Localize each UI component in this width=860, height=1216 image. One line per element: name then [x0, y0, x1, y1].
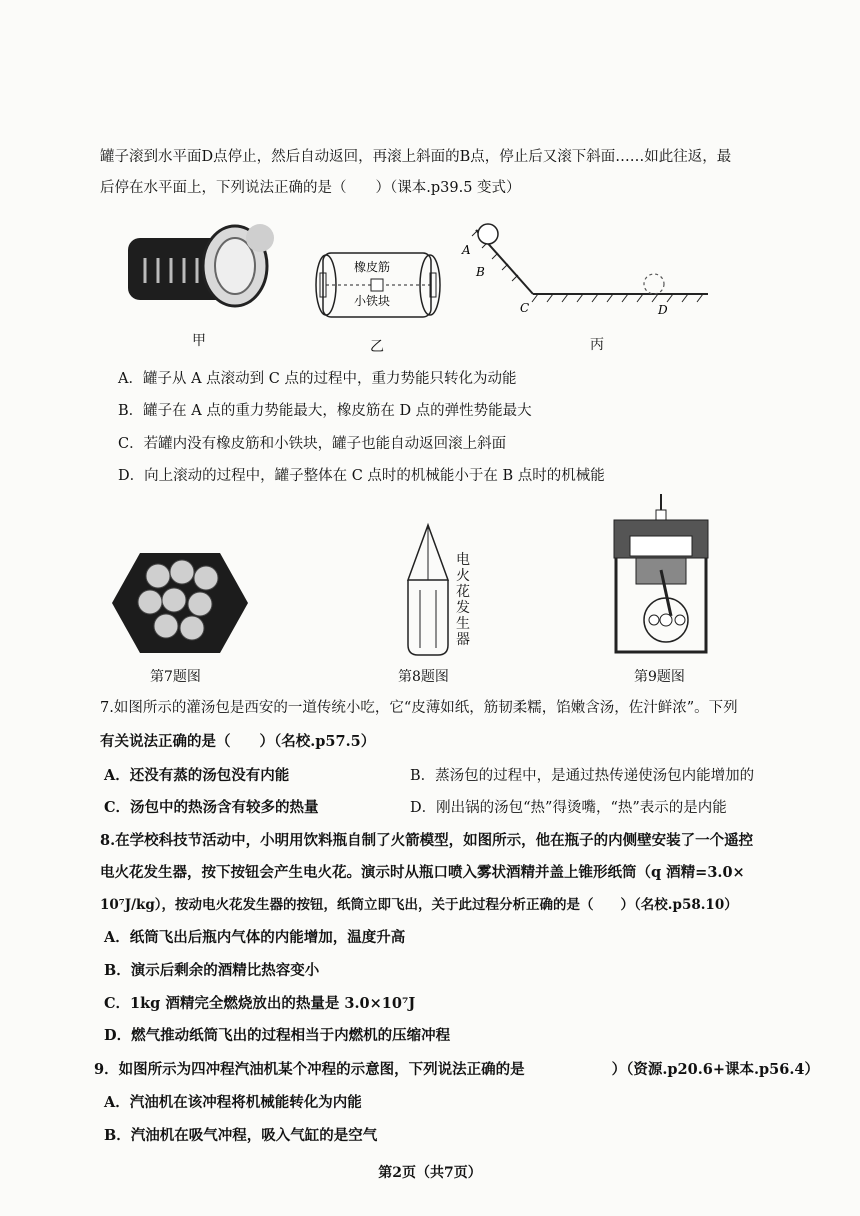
q6-option-c: C．若罐内没有橡皮筋和小铁块，罐子也能自动返回滚上斜面: [118, 436, 507, 452]
point-d-label: D: [658, 303, 668, 317]
q8-option-c: C．1kg 酒精完全燃烧放出的热量是 3.0×10⁷J: [104, 995, 416, 1012]
q7-figure-caption: 第7题图: [150, 669, 201, 685]
q9-stem: 9．如图所示为四冲程汽油机某个冲程的示意图，下列说法正确的是 ）（资源.p20.6+课本.p56.4）: [94, 1061, 819, 1078]
q7-option-b: B．蒸汤包的过程中，是通过热传递使汤包内能增加的: [410, 768, 755, 784]
q6-option-b: B．罐子在 A 点的重力势能最大，橡皮筋在 D 点的弹性势能最大: [118, 403, 532, 419]
point-c-label: C: [520, 301, 530, 315]
q9-option-b: B．汽油机在吸气冲程，吸入气缸的是空气: [104, 1127, 378, 1144]
q7-stem-line2: 有关说法正确的是（ ）（名校.p57.5）: [100, 733, 376, 750]
q9-option-a: A．汽油机在该冲程将机械能转化为内能: [104, 1094, 362, 1111]
q9-figure-caption: 第9题图: [634, 669, 685, 685]
q7-option-c: C．汤包中的热汤含有较多的热量: [104, 799, 319, 816]
q6-stem-line2: 后停在水平面上，下列说法正确的是（ ）（课本.p39.5 变式）: [100, 180, 521, 196]
fig-jia-caption: 甲: [192, 333, 206, 349]
soup-dumpling-photo: [110, 548, 250, 658]
point-a-label: A: [462, 243, 471, 257]
q8-stem-line3: 10⁷J/kg），按动电火花发生器的按钮，纸筒立即飞出，关于此过程分析正确的是（ ）（名校.p58.10）: [100, 897, 738, 913]
q8-option-a: A．纸筒飞出后瓶内气体的内能增加，温度升高: [104, 929, 406, 946]
point-b-label: B: [476, 265, 485, 279]
q7-stem-line1: 7.如图所示的灌汤包是西安的一道传统小吃，它“皮薄如纸，筋韧柔糯，馅嫩含汤，佐汁鲜浓”。下列: [100, 700, 738, 716]
q8-option-b: B．演示后剩余的酒精比热容变小: [104, 962, 320, 979]
spark-generator-label: 电火花发生器: [456, 552, 470, 648]
q6-stem-line1: 罐子滚到水平面D点停止，然后自动返回，再滚上斜面的B点，停止后又滚下斜面……如此往返，最: [100, 149, 732, 165]
q8-option-d: D．燃气推动纸筒飞出的过程相当于内燃机的压缩冲程: [104, 1027, 451, 1044]
q6-option-d: D．向上滚动的过程中，罐子整体在 C 点时的机械能小于在 B 点时的机械能: [118, 468, 605, 484]
fig-yi-caption: 乙: [370, 339, 384, 355]
page-footer: 第2页（共7页）: [378, 1165, 482, 1181]
q8-stem-line1: 8.在学校科技节活动中，小明用饮料瓶自制了火箭模型，如图所示，他在瓶子的内侧壁安装了一个遥控: [100, 832, 754, 849]
can-photo-figure: [120, 218, 280, 313]
slope-diagram-figure: [458, 222, 718, 327]
cylinder-diagram-figure: [308, 245, 448, 325]
q8-stem-line2: 电火花发生器，按下按钮会产生电火花。演示时从瓶口喷入雾状酒精并盖上锥形纸筒（q 酒精=3.0×: [100, 864, 745, 881]
q6-option-a: A．罐子从 A 点滚动到 C 点的过程中，重力势能只转化为动能: [118, 371, 517, 387]
rubber-band-label: 橡皮筋: [354, 260, 391, 274]
fig-bing-caption: 丙: [590, 337, 604, 353]
rocket-bottle-diagram: [398, 520, 458, 660]
q7-option-a: A．还没有蒸的汤包没有内能: [104, 767, 290, 784]
q8-figure-caption: 第8题图: [398, 669, 449, 685]
gasoline-engine-diagram: [606, 492, 716, 662]
q7-option-d: D．刚出锅的汤包“热”得烫嘴，“热”表示的是内能: [410, 800, 727, 816]
iron-block-label: 小铁块: [354, 294, 391, 308]
